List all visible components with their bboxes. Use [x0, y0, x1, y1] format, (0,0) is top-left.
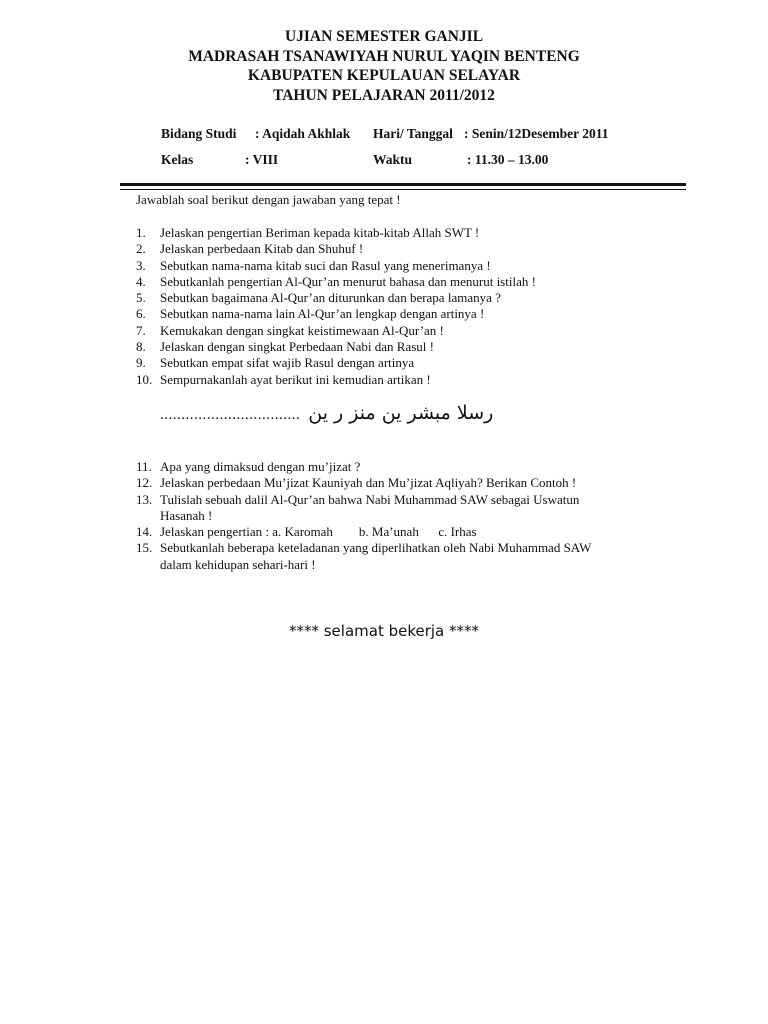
question-number: 2.	[136, 241, 146, 257]
exam-header	[0, 27, 768, 105]
question-item	[136, 524, 696, 540]
question-text: Kemukakan dengan singkat keistimewaan Al-Qur’an !	[160, 322, 444, 338]
day-label: Hari/ Tanggal	[373, 126, 453, 141]
regency-name: KABUPATEN KEPULAUAN SELAYAR	[247, 67, 521, 84]
academic-year: TAHUN PELAJARAN 2011/2012	[273, 86, 495, 104]
divider-thick	[120, 183, 686, 186]
question-item	[136, 492, 696, 508]
subject-value: : Aqidah Akhlak	[255, 126, 351, 141]
question-text: Sebutkan nama-nama kitab suci dan Rasul yang menerimanya !	[160, 257, 491, 273]
question-item	[136, 372, 696, 388]
question-text: dalam kehidupan sehari-hari !	[160, 556, 316, 572]
question-text: Jelaskan dengan singkat Perbedaan Nabi dan Rasul !	[160, 339, 435, 355]
question-item	[136, 459, 696, 475]
question-number: 7.	[136, 322, 146, 338]
question-text: Jelaskan pengertian : a. Karomah b. Ma’unah c. Irhas	[160, 524, 477, 540]
question-text: Sempurnakanlah ayat berikut ini kemudian artikan !	[160, 371, 431, 387]
question-item	[136, 306, 696, 322]
question-number	[136, 508, 160, 524]
question-text: Sebutkan nama-nama lain Al-Qur’an lengkap dengan artinya !	[160, 306, 485, 322]
arabic-verse-text: رسلا مبشر ين منز ر ين	[308, 402, 494, 424]
question-item	[136, 339, 696, 355]
question-item	[136, 290, 696, 306]
arabic-verse-line	[160, 400, 600, 428]
question-text: Apa yang dimaksud dengan mu’jizat ?	[160, 459, 361, 474]
question-item	[136, 323, 696, 339]
question-text: Hasanah !	[160, 507, 213, 523]
closing-message: **** selamat bekerja ****	[288, 622, 480, 640]
question-number: 1.	[136, 225, 146, 240]
question-number: 9.	[136, 355, 146, 371]
question-list-1	[136, 225, 696, 388]
question-item-continuation	[136, 557, 696, 573]
question-number: 5.	[136, 290, 146, 306]
question-list-2	[136, 459, 696, 573]
question-item	[136, 355, 696, 371]
instruction-text: Jawablah soal berikut dengan jawaban yang tepat !	[136, 192, 401, 207]
question-number: 6.	[136, 306, 146, 322]
time-label: Waktu	[373, 152, 413, 167]
question-text: Sebutkan empat sifat wajib Rasul dengan artinya	[160, 355, 415, 371]
question-number: 14.	[136, 524, 153, 540]
question-item	[136, 225, 696, 241]
question-number	[136, 557, 160, 573]
question-number: 11.	[136, 459, 152, 474]
question-text: Sebutkan bagaimana Al-Qur’an diturunkan dan berapa lamanya ?	[160, 290, 501, 306]
question-number: 4.	[136, 273, 146, 289]
question-number: 3.	[136, 257, 146, 273]
question-text: Sebutkanlah pengertian Al-Qur’an menurut bahasa dan menurut istilah !	[160, 273, 536, 289]
question-text: Jelaskan pengertian Beriman kepada kitab-kitab Allah SWT !	[160, 225, 480, 240]
exam-info-row-1	[161, 126, 641, 152]
question-item	[136, 475, 696, 491]
question-text: Jelaskan perbedaan Kitab dan Shuhuf !	[160, 241, 364, 257]
question-text: Tulislah sebuah dalil Al-Qur’an bahwa Nabi Muhammad SAW sebagai Uswatun	[160, 491, 580, 507]
question-item-continuation	[136, 508, 696, 524]
question-number: 13.	[136, 491, 153, 507]
class-label: Kelas	[161, 152, 194, 167]
school-name: MADRASAH TSANAWIYAH NURUL YAQIN BENTENG	[188, 47, 580, 65]
day-value: : Senin/12Desember 2011	[464, 126, 609, 141]
question-text: Sebutkanlah beberapa keteladanan yang diperlihatkan oleh Nabi Muhammad SAW	[160, 540, 592, 556]
question-number: 12.	[136, 475, 153, 491]
question-text: Jelaskan perbedaan Mu’jizat Kauniyah dan Mu’jizat Aqliyah? Berikan Contoh !	[160, 475, 577, 491]
question-item	[136, 274, 696, 290]
exam-info	[161, 126, 641, 178]
question-number: 8.	[136, 339, 146, 355]
question-item	[136, 258, 696, 274]
exam-info-row-2	[161, 152, 641, 178]
question-item	[136, 241, 696, 257]
question-item	[136, 540, 696, 556]
divider-thin	[120, 189, 686, 190]
time-value: : 11.30 – 13.00	[467, 152, 549, 167]
verse-blank-dots: .................................	[160, 407, 301, 423]
exam-title: UJIAN SEMESTER GANJIL	[284, 28, 484, 45]
question-number: 15.	[136, 540, 153, 556]
class-value: : VIII	[245, 152, 279, 167]
question-number: 10.	[136, 371, 153, 387]
subject-label: Bidang Studi	[161, 126, 237, 141]
